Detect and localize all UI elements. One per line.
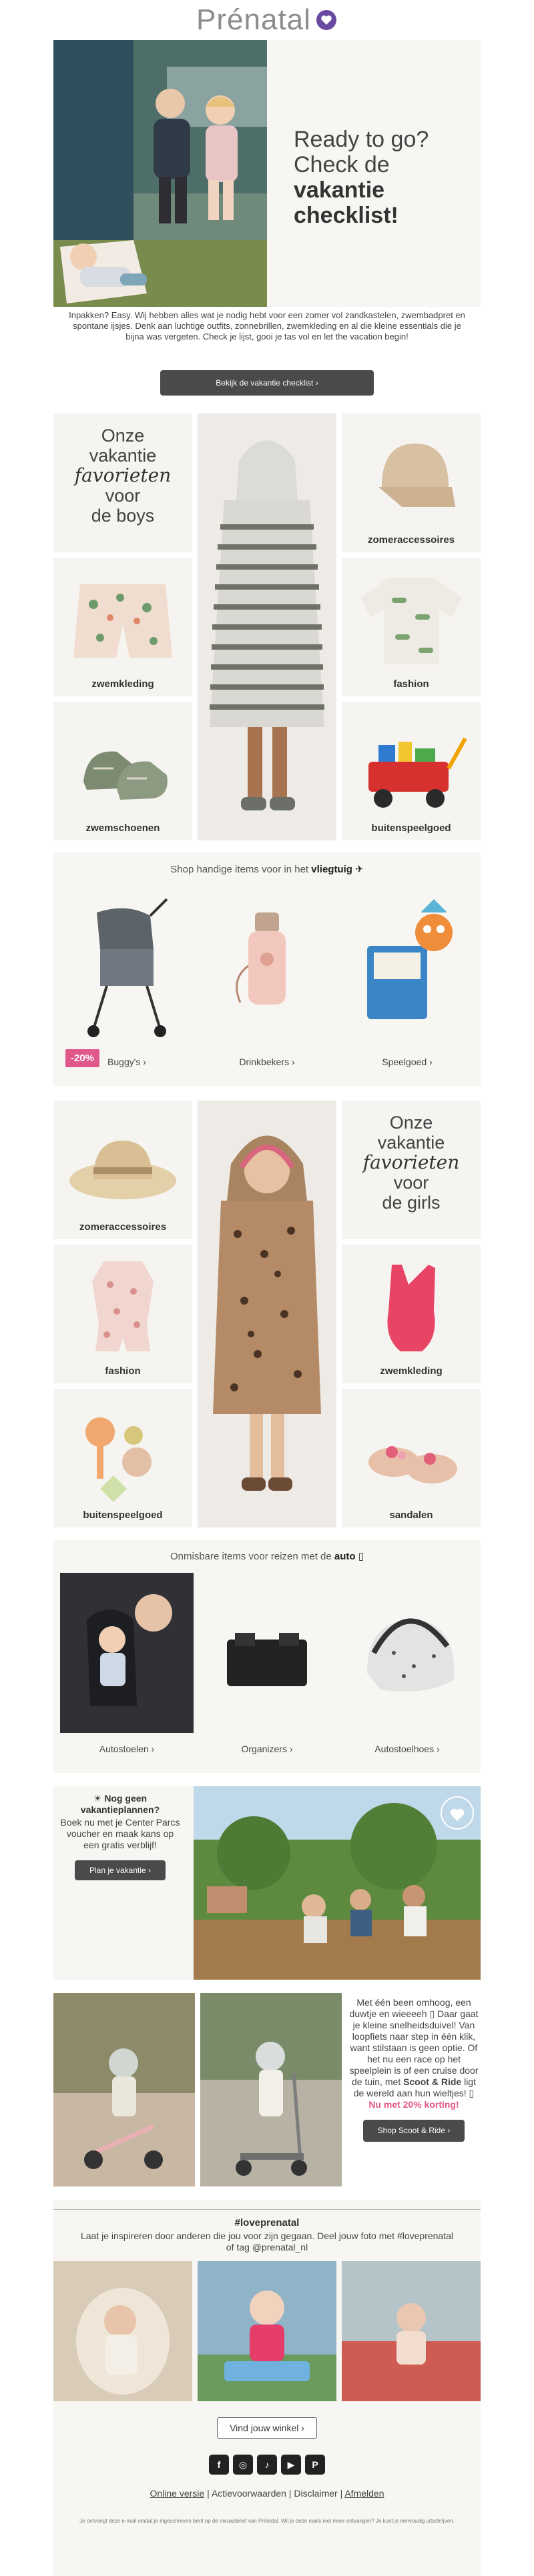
tile-label: zwemkleding (380, 1365, 443, 1377)
tile-label: zwemkleding (91, 678, 154, 690)
tile-label: buitenspeelgoed (83, 1509, 163, 1521)
pinterest-icon[interactable]: P (305, 2455, 325, 2475)
scoot-text-block (347, 1997, 481, 2142)
scoot-ride-section (53, 1993, 481, 2186)
legal-text: Je ontvangt deze e-mail omdat je ingeschreven bent op de nieuwsbrief van Prénatal. Wil je deze mails niet meer ontvangen? Je kunt je eenvoudig uitschrijven. (79, 2518, 455, 2524)
plane-card-link[interactable]: Buggy's › (107, 1057, 146, 1067)
shop-scoot-button[interactable]: Shop Scoot & Ride › (363, 2120, 465, 2142)
boys-tile-zwemschoenen[interactable] (53, 702, 192, 840)
ugc-photo-1[interactable] (53, 2261, 192, 2401)
plane-card-buggys[interactable] (60, 886, 194, 1073)
intro-paragraph: Inpakken? Easy. Wij hebben alles wat je nodig hebt voor een zomer vol zandkastelen, zwembadpret en spontane ijsjes. Denk aan luchtige outfits, zonnebrillen, zwemkleding en al die kleine essentials die je bijna was vergeten. Check je lijst, gooi je tas vol en let the vacation begin! (69, 310, 465, 342)
girls-title-line-2: vakantie (377, 1133, 445, 1153)
girls-favorites-grid (53, 1101, 481, 1527)
intro-text-block (53, 310, 481, 377)
find-store-button[interactable]: Vind jouw winkel › (217, 2417, 317, 2439)
scoot-photo-2[interactable] (200, 1993, 342, 2186)
tshirt-image (342, 558, 481, 696)
toy-wagon-image (342, 702, 481, 840)
centerparcs-title: ☀ Nog geen vakantieplannen? (80, 1793, 160, 1815)
tile-label: sandalen (389, 1509, 433, 1521)
car-card-autostoelhoes[interactable] (340, 1573, 474, 1760)
tile-label: fashion (393, 678, 429, 690)
boys-title-tile (53, 414, 192, 552)
hero-line-2: Check de (294, 152, 390, 177)
love-text: Laat je inspireren door anderen die jou voor zijn gegaan. Deel jouw foto met #loveprenatal of tag @prenatal_nl (80, 2230, 454, 2252)
instagram-icon[interactable]: ◎ (233, 2455, 253, 2475)
boys-favorites-grid (53, 414, 481, 840)
boys-title (53, 426, 192, 526)
boys-tile-buitenspeelgoed[interactable] (342, 702, 481, 840)
sun-hat-image (342, 414, 481, 552)
logo-wordmark: Prénatal (196, 3, 311, 36)
toy-book-image (340, 886, 474, 1046)
boys-tile-fashion[interactable] (342, 558, 481, 696)
car-section (53, 1539, 481, 1773)
car-heading (53, 1550, 481, 1562)
girls-title-tile (342, 1101, 481, 1239)
swim-shorts-image (53, 558, 192, 696)
car-card-link[interactable]: Autostoelen › (99, 1744, 155, 1754)
car-card-autostoelen[interactable] (60, 1573, 194, 1760)
plane-heading-text: Shop handige items voor in het (170, 864, 309, 875)
prenatal-logo[interactable] (0, 0, 534, 40)
organizer-image (200, 1573, 334, 1733)
scoot-text-2: ligt de wereld aan hun wieltjes! ▯ (353, 2076, 476, 2098)
tile-label: buitenspeelgoed (371, 822, 451, 834)
buggy-image (60, 886, 194, 1046)
checklist-button[interactable]: Bekijk de vakantie checklist › (160, 370, 374, 396)
plane-card-drinkbekers[interactable] (200, 886, 334, 1073)
boys-tile-zomeraccessoires[interactable] (342, 414, 481, 552)
romper-image (53, 1245, 192, 1383)
boys-tile-zwemkleding[interactable] (53, 558, 192, 696)
scoot-promo: Nu met 20% korting! (368, 2099, 459, 2110)
hero-line-1: Ready to go? (294, 127, 429, 152)
heart-logo-icon (315, 9, 338, 31)
hero-line-4: checklist! (294, 203, 398, 228)
tile-label: zomeraccessoires (367, 534, 455, 546)
girls-title-line-5: de girls (382, 1193, 441, 1213)
girls-model-photo[interactable] (198, 1101, 336, 1527)
tile-label: fashion (105, 1365, 141, 1377)
tile-label: zwemschoenen (85, 822, 160, 834)
ugc-photo-2[interactable] (198, 2261, 336, 2401)
girls-title-line-1: Onze (389, 1113, 433, 1133)
centerparcs-photo[interactable] (194, 1786, 481, 1980)
boys-title-line-3: favorieten (74, 464, 172, 486)
boys-model-photo[interactable] (198, 414, 336, 840)
plane-heading-bold: vliegtuig ✈ (311, 864, 364, 875)
loveprenatal-section (53, 2200, 481, 2576)
plane-section (53, 852, 481, 1086)
hero-headline (294, 127, 467, 228)
swimsuit-image (342, 1245, 481, 1383)
centerparcs-text: Boek nu met je Center Parcs voucher en maak kans op een gratis verblijf! (60, 1817, 180, 1850)
girls-tile-zomeraccessoires[interactable] (53, 1101, 192, 1239)
car-heading-bold: auto ▯ (334, 1551, 364, 1562)
hero-banner[interactable] (53, 40, 481, 307)
afmelden-link[interactable]: Afmelden (344, 2488, 384, 2499)
boys-title-line-2: vakantie (89, 446, 157, 466)
boys-title-line-4: voor (105, 486, 141, 506)
plane-heading (53, 863, 481, 875)
car-seat-photo (60, 1573, 194, 1733)
tiktok-icon[interactable]: ♪ (257, 2455, 277, 2475)
plane-card-speelgoed[interactable] (340, 886, 474, 1073)
straw-hat-image (53, 1101, 192, 1239)
sippy-cup-image (200, 886, 334, 1046)
actievoorwaarden-link[interactable]: Actievoorwaarden (211, 2488, 286, 2499)
plane-card-link[interactable]: Drinkbekers › (239, 1057, 295, 1067)
footer-links: Online versie | Actievoorwaarden | Disclaimer | Afmelden (150, 2488, 384, 2499)
plan-vakantie-button[interactable]: Plan je vakantie › (75, 1860, 166, 1880)
facebook-icon[interactable]: f (209, 2455, 229, 2475)
girls-tile-fashion[interactable] (53, 1245, 192, 1383)
disclaimer-link[interactable]: Disclaimer (294, 2488, 338, 2499)
girls-tile-buitenspeelgoed[interactable] (53, 1389, 192, 1527)
boys-title-line-1: Onze (101, 426, 145, 446)
plane-card-link[interactable]: Speelgoed › (382, 1057, 433, 1067)
love-hashtag: #loveprenatal (234, 2217, 300, 2228)
centerparcs-banner (53, 1786, 481, 1980)
scoot-photo-1[interactable] (53, 1993, 195, 2186)
ugc-photo-3[interactable] (342, 2261, 481, 2401)
swim-shoes-image (53, 702, 192, 840)
scoot-text: Met één been omhoog, een duwtje en wieeeeh ▯ Daar gaat je kleine snelheidsduivel! Van loopfiets naar step in één klik, want stilstaan is geen optie. Of het nu een race op het speelplein is of een cruise door de tuin, met (349, 1997, 479, 2087)
hero-photo-kids-camper (53, 40, 267, 307)
store-button-row (53, 2417, 481, 2439)
girls-title (342, 1113, 481, 1213)
car-card-link[interactable]: Organizers › (241, 1744, 293, 1754)
online-version-link[interactable]: Online versie (150, 2488, 205, 2499)
social-icons (53, 2455, 481, 2475)
girls-title-line-3: favorieten (362, 1151, 460, 1173)
scoot-brand: Scoot & Ride (403, 2076, 462, 2087)
car-card-organizers[interactable] (200, 1573, 334, 1760)
car-card-link[interactable]: Autostoelhoes › (374, 1744, 440, 1754)
centerparcs-text-block (60, 1793, 180, 1880)
girls-tile-zwemkleding[interactable] (342, 1245, 481, 1383)
girls-title-line-4: voor (393, 1173, 429, 1193)
boys-title-line-5: de boys (91, 506, 155, 526)
sandals-image (342, 1389, 481, 1527)
section-divider (53, 2209, 481, 2210)
girls-tile-sandalen[interactable] (342, 1389, 481, 1527)
tile-label: zomeraccessoires (79, 1221, 167, 1233)
seat-cover-image (340, 1573, 474, 1733)
hero-line-3: vakantie (294, 177, 385, 203)
youtube-icon[interactable]: ▶ (281, 2455, 301, 2475)
car-heading-text: Onmisbare items voor reizen met de (170, 1551, 332, 1562)
discount-badge: -20% (65, 1049, 99, 1067)
sand-toys-image (53, 1389, 192, 1527)
